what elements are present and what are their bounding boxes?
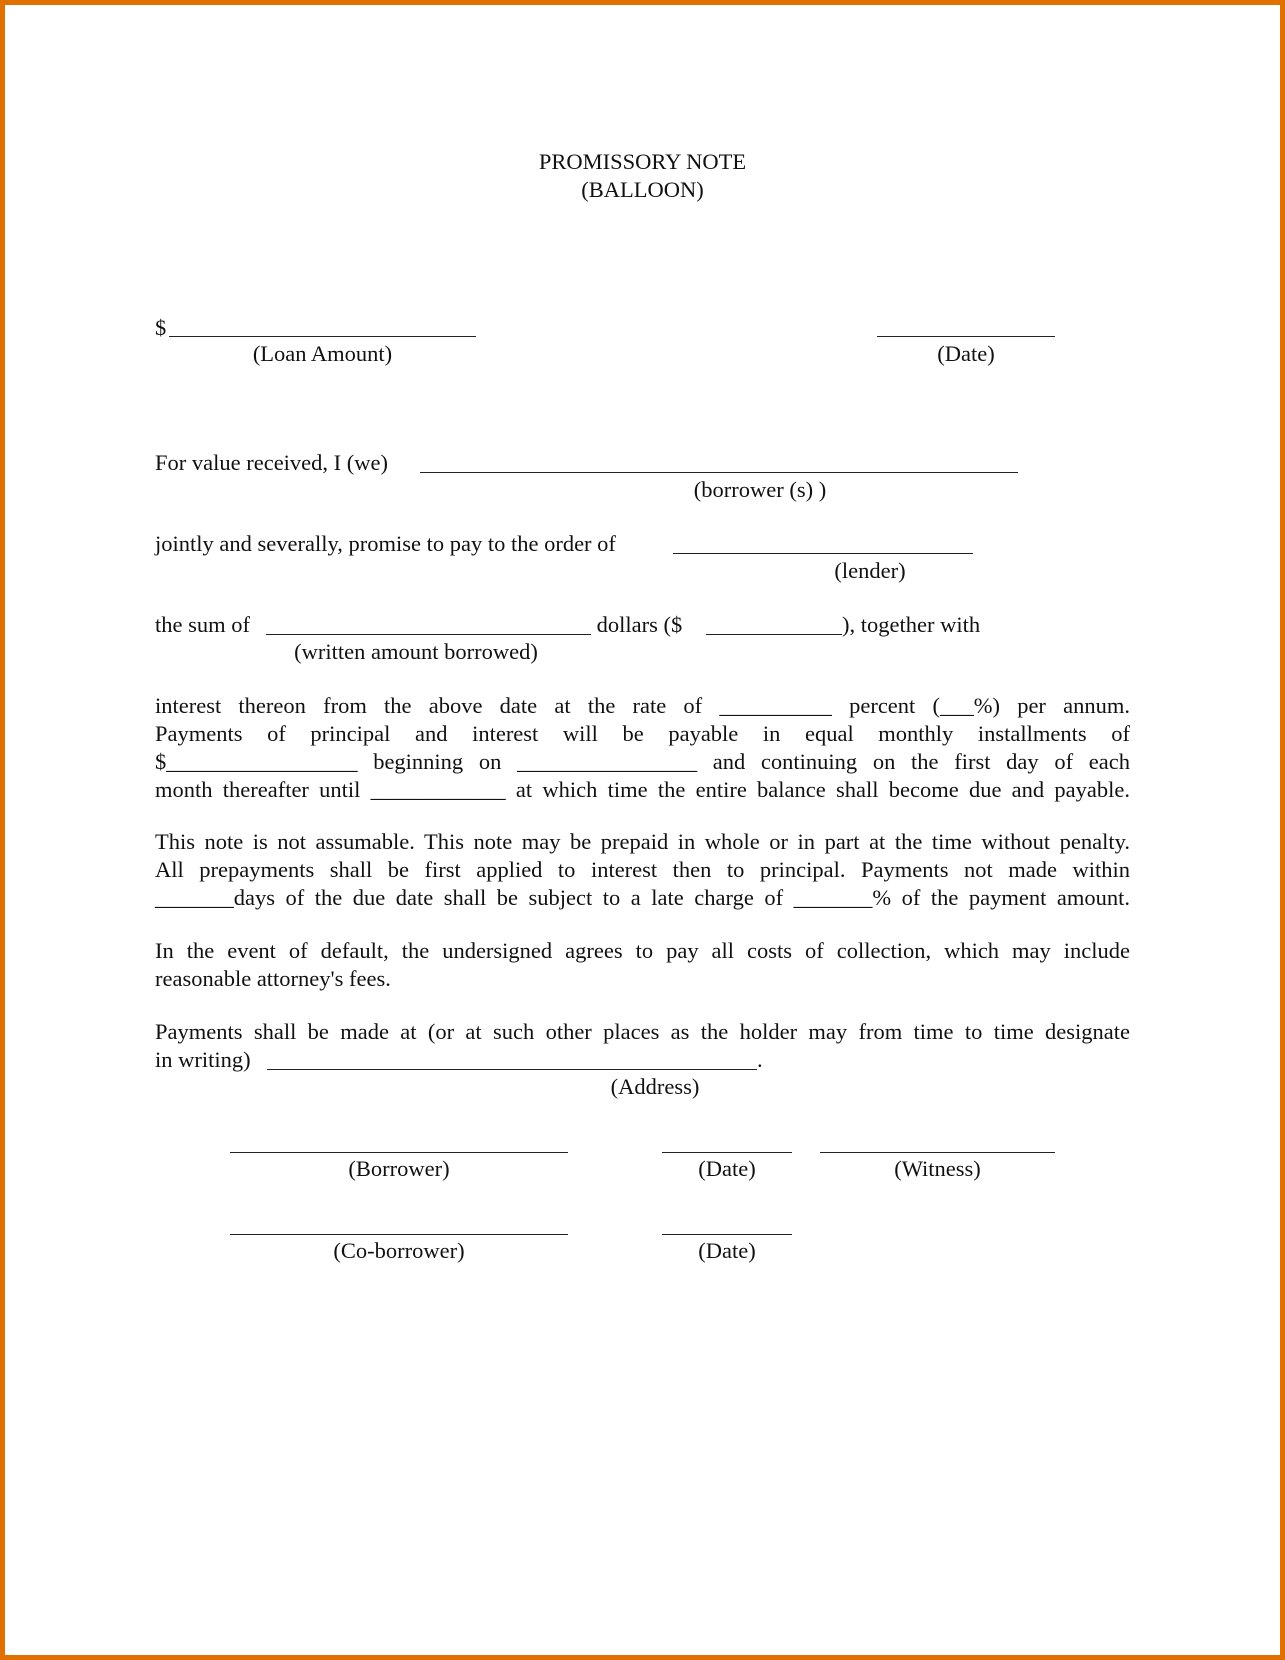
default-line-2: reasonable attorney's fees.: [155, 966, 391, 991]
dollar-sign: $: [155, 315, 167, 340]
coborrower-date-label: (Date): [698, 1238, 756, 1263]
address-field[interactable]: [267, 1069, 757, 1070]
written-amount-field[interactable]: [266, 634, 591, 635]
sum-text-after: ), together with: [842, 612, 981, 637]
payment-line-2-text: in writing): [155, 1047, 257, 1072]
interest-line-1: interest thereon from the above date at the rate of __________ percent (___%) per annum.: [155, 693, 1130, 718]
coborrower-date-field[interactable]: [662, 1234, 792, 1235]
assumable-line-1: This note is not assumable. This note may be prepaid in whole or in part at the time without penalty.: [155, 829, 1130, 854]
interest-line-4: month thereafter until ____________ at which time the entire balance shall become due and payable.: [155, 777, 1130, 802]
sum-text-before: the sum of: [155, 612, 256, 637]
coborrower-signature-field[interactable]: [230, 1234, 568, 1235]
witness-signature-label: (Witness): [894, 1156, 981, 1181]
payment-paragraph: [155, 1018, 1130, 1046]
lender-label: (lender): [834, 558, 906, 583]
assumable-line-2: All prepayments shall be first applied to interest then to principal. Payments not made within: [155, 857, 1130, 882]
witness-signature-field[interactable]: [820, 1152, 1055, 1153]
default-line-1: In the event of default, the undersigned agrees to pay all costs of collection, which may include: [155, 938, 1130, 963]
document-subtitle: (BALLOON): [581, 177, 704, 202]
interest-line-2: Payments of principal and interest will be payable in equal monthly installments of: [155, 721, 1130, 746]
sum-text-middle: dollars ($: [591, 612, 683, 637]
date-label-top: (Date): [937, 341, 995, 366]
borrower-name-field[interactable]: [420, 472, 1018, 473]
loan-amount-label: (Loan Amount): [252, 341, 393, 366]
lender-line-text: jointly and severally, promise to pay to the order of: [155, 531, 622, 556]
address-label: (Address): [610, 1074, 700, 1099]
borrower-signature-field[interactable]: [230, 1152, 568, 1153]
assumable-paragraph: [155, 828, 1130, 912]
borrower-signature-label: (Borrower): [348, 1156, 450, 1181]
payment-line-1: Payments shall be made at (or at such other places as the holder may from time to time designate: [155, 1019, 1130, 1044]
borrower-label: (borrower (s) ): [693, 477, 827, 502]
assumable-line-3: _______days of the due date shall be subject to a late charge of _______% of the payment amount.: [155, 885, 1130, 910]
date-field-top[interactable]: [877, 336, 1055, 337]
borrower-date-label: (Date): [698, 1156, 756, 1181]
numeric-amount-field[interactable]: [706, 634, 842, 635]
borrower-line-text: For value received, I (we): [155, 450, 394, 475]
document-title: PROMISSORY NOTE: [538, 149, 747, 174]
coborrower-signature-label: (Co-borrower): [333, 1238, 465, 1263]
interest-paragraph: [155, 692, 1130, 804]
loan-amount-field[interactable]: [169, 336, 476, 337]
payment-line-2-end: .: [757, 1047, 763, 1072]
lender-name-field[interactable]: [673, 553, 973, 554]
interest-line-3: $_________________ beginning on ________________ and continuing on the first day of each: [155, 749, 1130, 774]
borrower-date-field[interactable]: [662, 1152, 792, 1153]
written-amount-label: (written amount borrowed): [294, 639, 538, 664]
default-paragraph: [155, 937, 1130, 993]
